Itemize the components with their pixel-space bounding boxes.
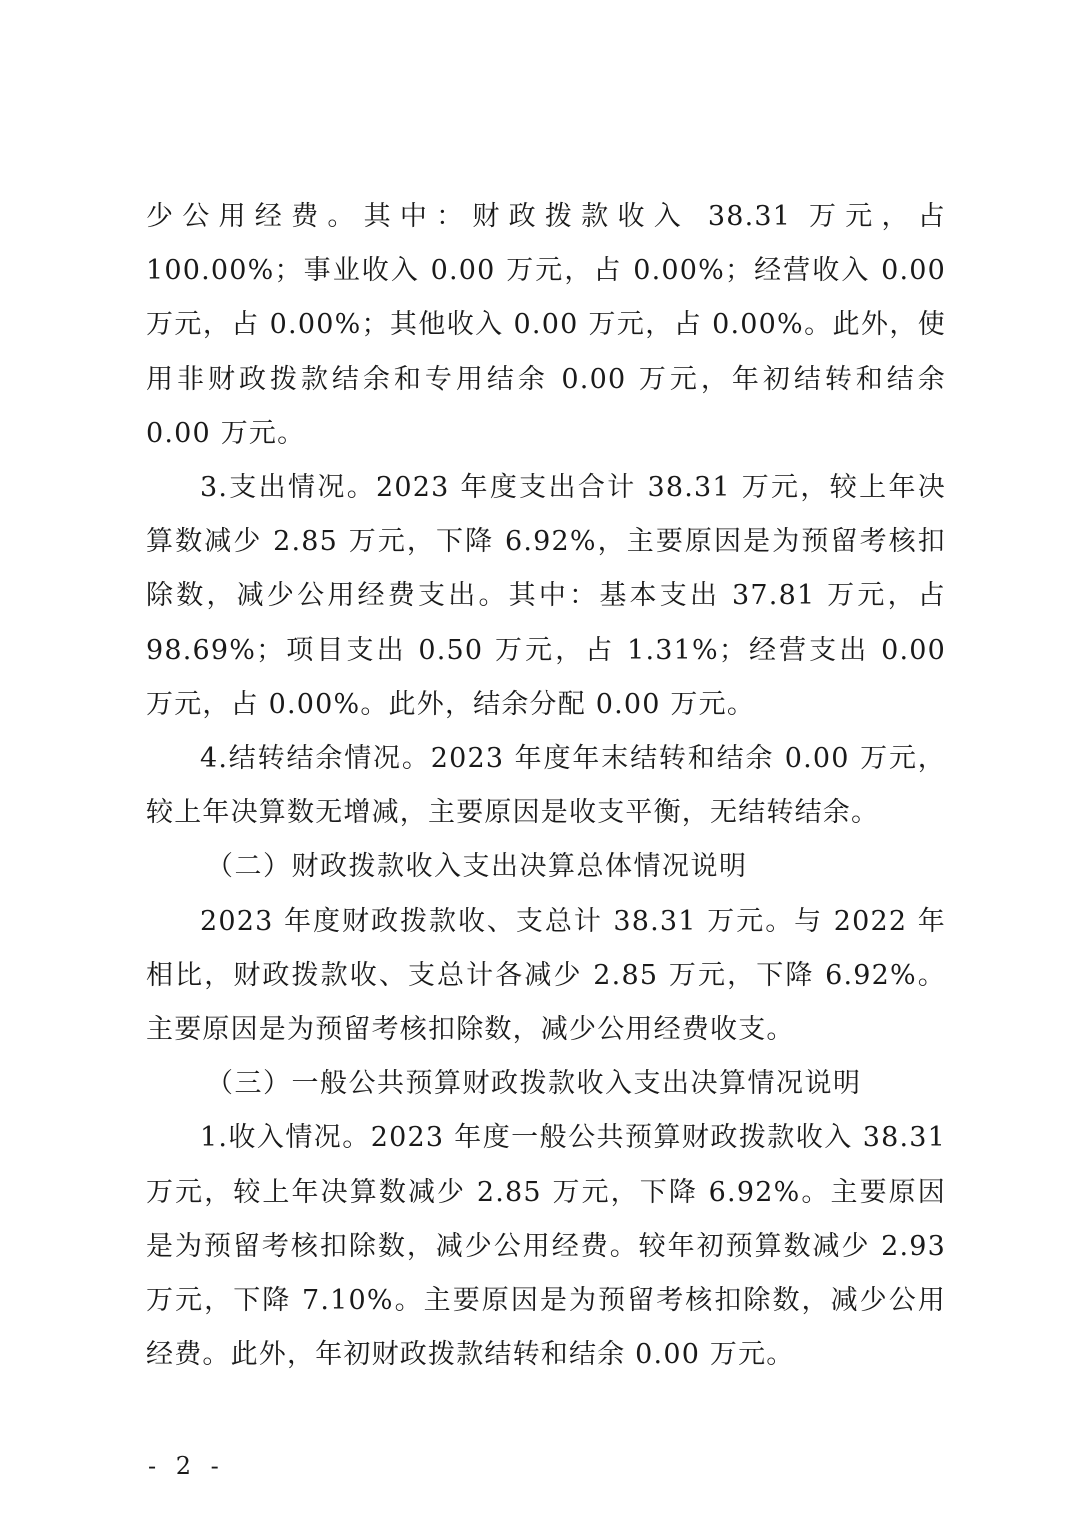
paragraph-expenditure: 3.支出情况。2023 年度支出合计 38.31 万元，较上年决算数减少 2.85 万元，下降 6.92%，主要原因是为预留考核扣除数，减少公用经费支出。其中：基本支出 37.81 万元，占 98.69%；项目支出 0.50 万元，占 1.31%；经营支出 0.00 万元，占 0.00%。此外，结余分配 0.00 万元。	[146, 472, 946, 720]
section-heading-fiscal-overview: （二）财政拨款收入支出决算总体情况说明	[206, 851, 748, 883]
paragraph-income-continuation: 少公用经费。其中：财政拨款收入 38.31 万元，占 100.00%；事业收入 0.00 万元，占 0.00%；经营收入 0.00 万元，占 0.00%；其他收入 0.00 万元，占 0.00%。此外，使用非财政拨款结余和专用结余 0.00 万元，年初结转和结余 0.00 万元。	[146, 201, 946, 449]
page-number: - 2 -	[148, 1452, 225, 1480]
paragraph-general-budget-income: 1.收入情况。2023 年度一般公共预算财政拨款收入 38.31 万元，较上年决算数减少 2.85 万元，下降 6.92%。主要原因是为预留考核扣除数，减少公用经费。较年初预算数减少 2.93 万元，下降 7.10%。主要原因是为预留考核扣除数，减少公用经费。此外，年初财政拨款结转和结余 0.00 万元。	[146, 1122, 946, 1371]
section-heading-general-budget: （三）一般公共预算财政拨款收入支出决算情况说明	[206, 1068, 862, 1100]
document-body	[146, 190, 946, 1382]
paragraph-carryover: 4.结转结余情况。2023 年度年末结转和结余 0.00 万元，较上年决算数无增减，主要原因是收支平衡，无结转结余。	[146, 743, 946, 829]
paragraph-fiscal-overview: 2023 年度财政拨款收、支总计 38.31 万元。与 2022 年相比，财政拨款收、支总计各减少 2.85 万元，下降 6.92%。主要原因是为预留考核扣除数，减少公用经费收支。	[146, 905, 946, 1046]
